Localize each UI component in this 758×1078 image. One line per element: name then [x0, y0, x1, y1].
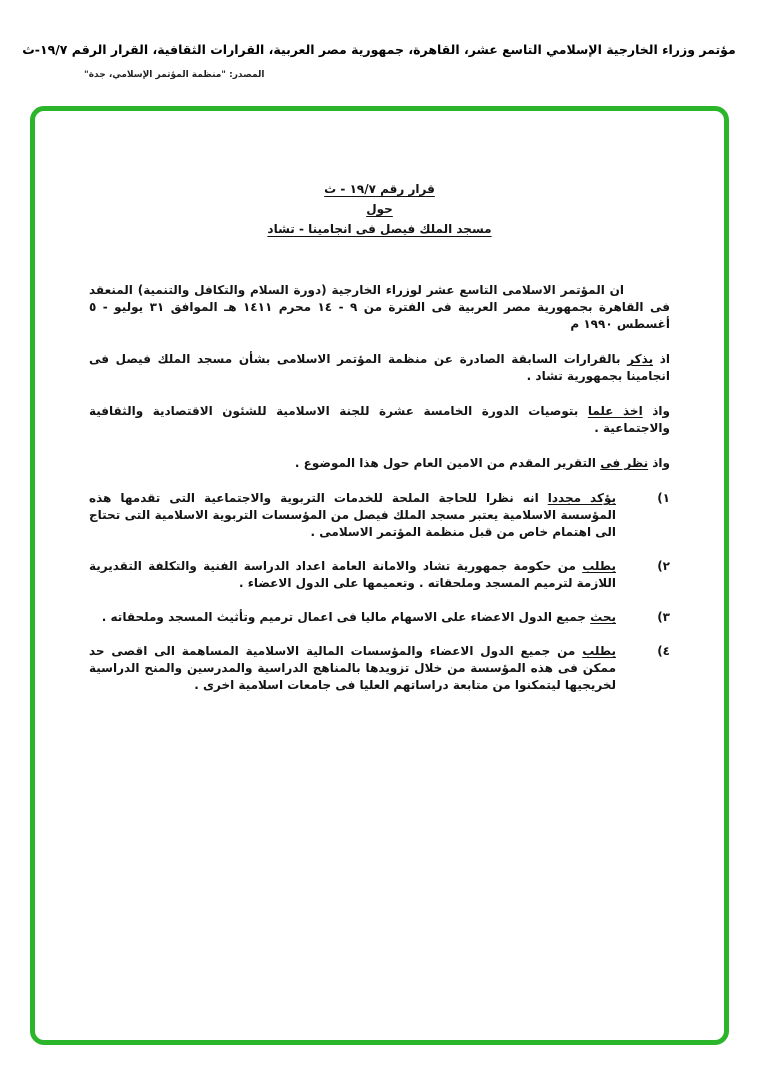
resolution-about-word: حول — [366, 202, 393, 216]
clause-prefix: واذ — [652, 404, 670, 418]
item-text — [89, 643, 616, 694]
resolution-item-4 — [89, 643, 670, 694]
item-lead: يطلب — [582, 644, 616, 658]
paragraph-text: ان المؤتمر الاسلامى التاسع عشر لوزراء الخارجية (دورة السلام والتكافل والتنمية) المنعقد فى القاهرة بجمهورية مصر العربية فى الفترة من ٩ - ١٤ محرم ١٤١١ هـ الموافق ٣١ يوليو - ٥ أغسطس ١٩٩٠ م — [89, 283, 670, 331]
resolution-subject: مسجد الملك فيصل فى انجامينا - تشاد — [267, 222, 492, 236]
item-lead: يطلب — [582, 559, 616, 573]
item-number: ١) — [657, 491, 670, 505]
resolution-number: قرار رقم ١٩/٧ - ث — [324, 182, 435, 196]
clause-prefix: اذ — [659, 352, 671, 366]
scanned-resolution-document — [35, 111, 724, 694]
item-body-text: من جميع الدول الاعضاء والمؤسسات المالية الاسلامية المساهمة الى اقصى حد ممكن فى هذه المؤسسة من خلال تزويدها بالمناهج الدراسية والمدرسين والمنح الدراسية لخريجيها ليتمكنوا من متابعة دراساتهم العليا فى جامعات اسلامية اخرى . — [89, 644, 616, 692]
item-lead: يحث — [590, 610, 616, 624]
item-lead: يؤكد مجددا — [547, 491, 616, 505]
item-number: ٣) — [657, 610, 670, 624]
clause-lead: اخذ علما — [587, 404, 643, 418]
resolution-items-list — [89, 490, 670, 694]
resolution-item-3 — [89, 609, 670, 626]
clause-lead: نظر فى — [600, 456, 649, 470]
item-body-text: انه نظرا للحاجة الملحة للخدمات التربوية والاجتماعية التى تقدمها هذه المؤسسة الاسلامية يعتبر مسجد الملك فيصل من المؤسسات التربوية الاسلامية التى تحتاج الى اهتمام خاص من قبل منظمة المؤتمر الاسلامى . — [89, 491, 616, 539]
item-number: ٤) — [657, 644, 670, 658]
item-text — [89, 490, 616, 541]
considering-clause — [89, 455, 670, 472]
header-title: مؤتمر وزراء الخارجية الإسلامي التاسع عشر، القاهرة، جمهورية مصر العربية، القرارات الثقافية، القرار الرقم ١٩/٧-ث — [22, 42, 736, 57]
resolution-item-2 — [89, 558, 670, 592]
item-body-text: جميع الدول الاعضاء على الاسهام ماليا فى اعمال ترميم وتأثيث المسجد وملحقاته . — [101, 610, 586, 624]
paragraph-text: بتوصيات الدورة الخامسة عشرة للجنة الاسلامية للشئون الاقتصادية والثقافية والاجتماعية . — [89, 404, 670, 435]
item-text — [89, 558, 616, 592]
resolution-title-block — [89, 181, 670, 238]
paragraph-text: بالقرارات السابقة الصادرة عن منظمة المؤتمر الاسلامى بشأن مسجد الملك فيصل فى انجامينا بجمهورية تشاد . — [89, 352, 670, 383]
green-border-frame — [30, 106, 729, 1045]
paragraph-text: التقرير المقدم من الامين العام حول هذا الموضوع . — [294, 456, 597, 470]
item-number: ٢) — [657, 559, 670, 573]
recalling-clause — [89, 351, 670, 385]
noting-clause — [89, 403, 670, 437]
item-body-text: من حكومة جمهورية تشاد والامانة العامة اعداد الدراسة الفنية والتكلفة التقديرية اللازمة لترميم المسجد وملحقاته . وتعميمها على الدول الاعضاء . — [89, 559, 616, 590]
clause-prefix: واذ — [652, 456, 670, 470]
document-header — [0, 42, 758, 80]
preamble-paragraph — [89, 282, 670, 333]
item-text — [89, 609, 616, 626]
resolution-item-1 — [89, 490, 670, 541]
clause-lead: يذكر — [627, 352, 654, 366]
header-source: المصدر: "منظمة المؤتمر الإسلامي، جدة" — [84, 70, 265, 80]
